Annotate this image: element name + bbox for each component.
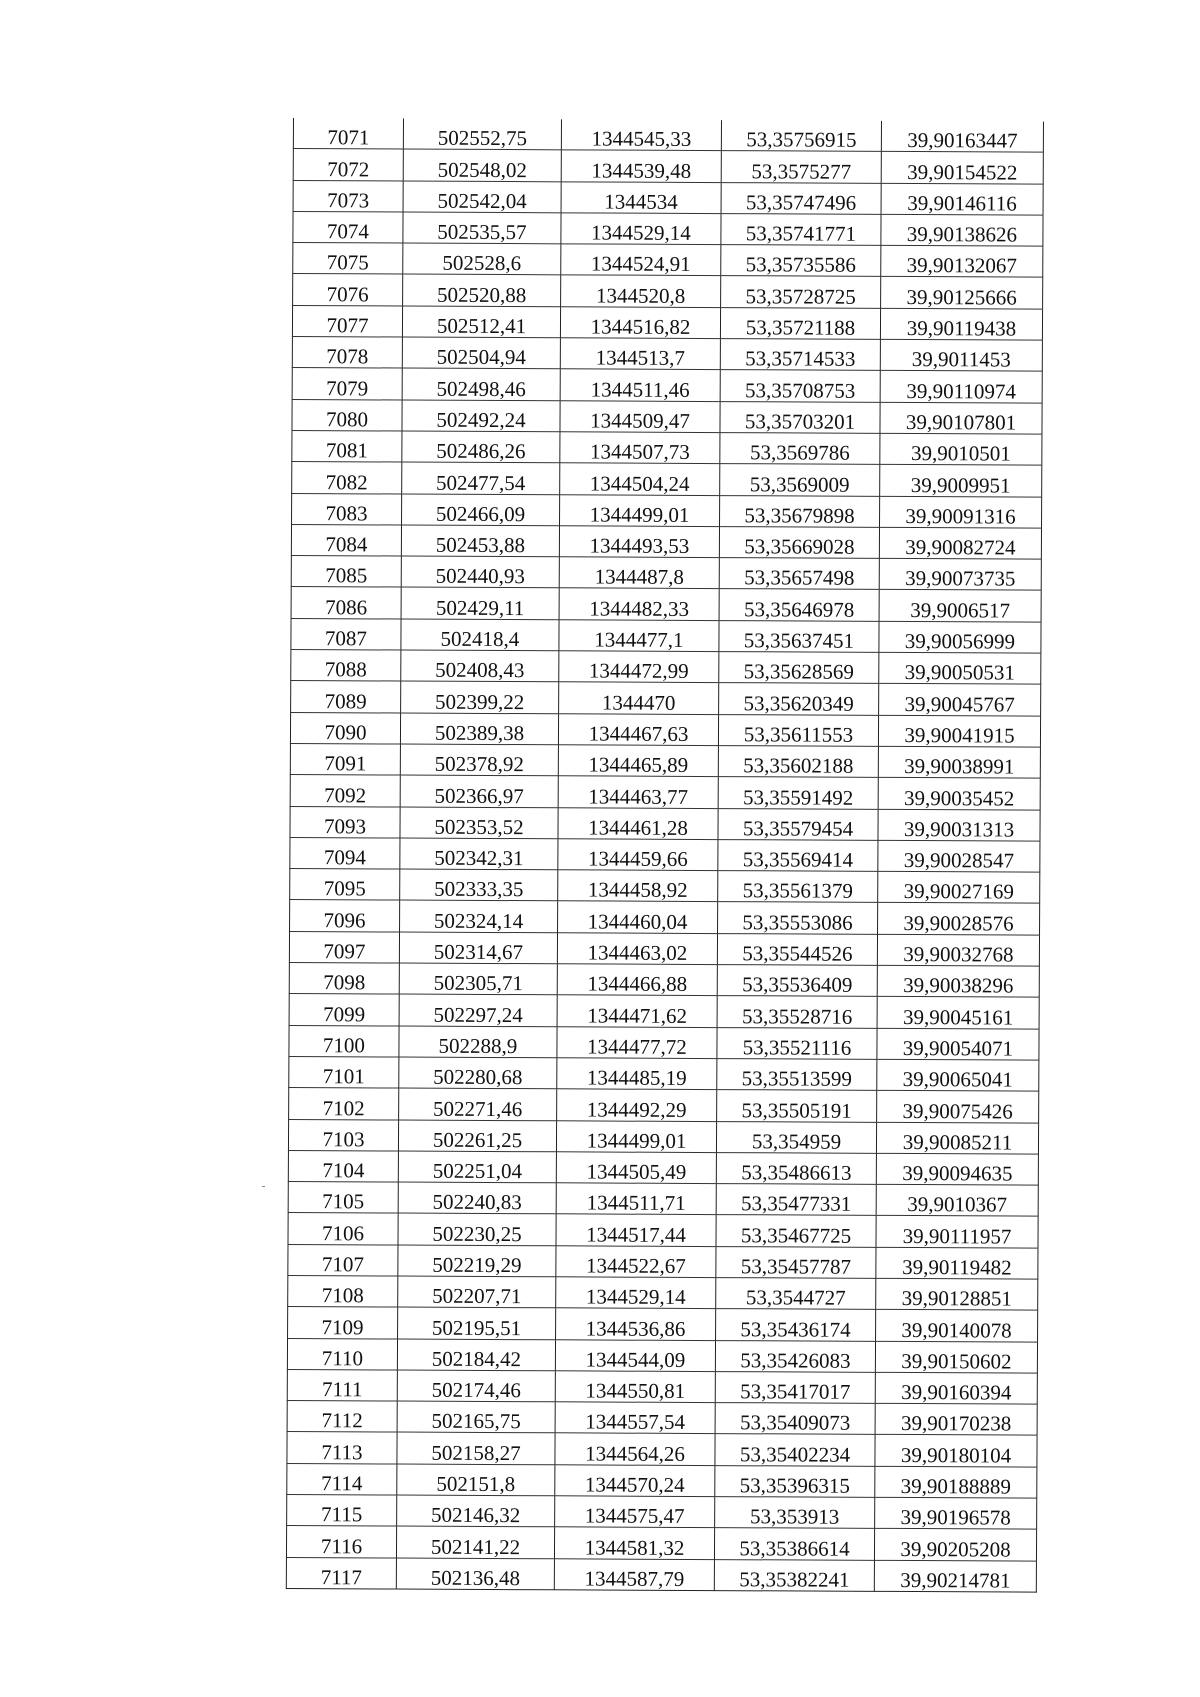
x-coordinate-cell: 502418,4 <box>401 619 559 651</box>
latitude-cell: 53,35477331 <box>716 1184 876 1216</box>
longitude-cell: 39,90094635 <box>876 1153 1038 1185</box>
y-coordinate-cell: 1344581,32 <box>554 1527 714 1559</box>
longitude-cell: 39,90050531 <box>879 652 1041 684</box>
y-coordinate-cell: 1344544,09 <box>555 1339 715 1371</box>
point-number-cell: 7105 <box>288 1182 398 1214</box>
point-number-cell: 7112 <box>287 1401 397 1433</box>
point-number-cell: 7098 <box>289 963 399 995</box>
latitude-cell: 53,35741771 <box>721 213 881 245</box>
y-coordinate-cell: 1344511,46 <box>560 369 720 401</box>
latitude-cell: 53,35628569 <box>719 652 879 684</box>
table-row <box>292 493 1042 528</box>
table-row <box>289 1088 1039 1123</box>
longitude-cell: 39,90154522 <box>881 152 1043 184</box>
latitude-cell: 53,35386614 <box>714 1528 874 1560</box>
point-number-cell: 7089 <box>291 681 401 713</box>
longitude-cell: 39,90196578 <box>875 1497 1037 1529</box>
point-number-cell: 7075 <box>293 243 403 275</box>
point-number-cell: 7083 <box>292 493 402 525</box>
y-coordinate-cell: 1344487,8 <box>559 557 719 589</box>
y-coordinate-cell: 1344465,89 <box>558 745 718 777</box>
y-coordinate-cell: 1344550,81 <box>555 1371 715 1403</box>
point-number-cell: 7076 <box>293 274 403 306</box>
x-coordinate-cell: 502333,35 <box>400 869 558 901</box>
y-coordinate-cell: 1344507,73 <box>560 432 720 464</box>
longitude-cell: 39,90032768 <box>877 934 1039 966</box>
longitude-cell: 39,90163447 <box>881 121 1043 153</box>
latitude-cell: 53,35553086 <box>718 902 878 934</box>
point-number-cell: 7078 <box>292 337 402 369</box>
table-row <box>290 712 1040 747</box>
point-number-cell: 7114 <box>287 1463 397 1495</box>
latitude-cell: 53,35591492 <box>718 777 878 809</box>
y-coordinate-cell: 1344539,48 <box>561 150 721 182</box>
latitude-cell: 53,35611553 <box>718 714 878 746</box>
table-row <box>287 1401 1037 1436</box>
y-coordinate-cell: 1344492,29 <box>557 1089 717 1121</box>
longitude-cell: 39,9009951 <box>880 465 1042 497</box>
y-coordinate-cell: 1344504,24 <box>560 463 720 495</box>
x-coordinate-cell: 502136,48 <box>396 1558 554 1590</box>
latitude-cell: 53,35657498 <box>719 558 879 590</box>
point-number-cell: 7116 <box>286 1526 396 1558</box>
table-row <box>291 556 1041 591</box>
latitude-cell: 53,35735586 <box>721 245 881 277</box>
longitude-cell: 39,90125666 <box>881 277 1043 309</box>
y-coordinate-cell: 1344499,01 <box>560 494 720 526</box>
x-coordinate-cell: 502174,46 <box>397 1370 555 1402</box>
x-coordinate-cell: 502141,22 <box>396 1526 554 1558</box>
table-row <box>292 399 1042 434</box>
latitude-cell: 53,35569414 <box>718 839 878 871</box>
latitude-cell: 53,35714533 <box>720 339 880 371</box>
latitude-cell: 53,353913 <box>715 1497 875 1529</box>
table-row <box>289 1056 1039 1091</box>
y-coordinate-cell: 1344471,62 <box>557 995 717 1027</box>
longitude-cell: 39,90082724 <box>879 527 1041 559</box>
y-coordinate-cell: 1344463,77 <box>558 776 718 808</box>
longitude-cell: 39,90138626 <box>881 214 1043 246</box>
latitude-cell: 53,3569009 <box>720 464 880 496</box>
y-coordinate-cell: 1344482,33 <box>559 588 719 620</box>
latitude-cell: 53,35513599 <box>717 1058 877 1090</box>
table-row <box>288 1213 1038 1248</box>
table-row <box>293 243 1043 278</box>
point-number-cell: 7082 <box>292 462 402 494</box>
table-row <box>290 837 1040 872</box>
table-row <box>290 900 1040 935</box>
point-number-cell: 7103 <box>288 1119 398 1151</box>
x-coordinate-cell: 502486,26 <box>402 431 560 463</box>
y-coordinate-cell: 1344470 <box>559 682 719 714</box>
longitude-cell: 39,90073735 <box>879 559 1041 591</box>
longitude-cell: 39,90028547 <box>878 840 1040 872</box>
x-coordinate-cell: 502498,46 <box>402 368 560 400</box>
longitude-cell: 39,90091316 <box>880 496 1042 528</box>
point-number-cell: 7099 <box>289 994 399 1026</box>
y-coordinate-cell: 1344570,24 <box>555 1465 715 1497</box>
x-coordinate-cell: 502408,43 <box>401 650 559 682</box>
y-coordinate-cell: 1344522,67 <box>556 1245 716 1277</box>
table-row <box>286 1557 1036 1592</box>
point-number-cell: 7117 <box>286 1557 396 1589</box>
table-row <box>287 1463 1037 1498</box>
x-coordinate-cell: 502440,93 <box>401 556 559 588</box>
latitude-cell: 53,35646978 <box>719 589 879 621</box>
latitude-cell: 53,3544727 <box>716 1278 876 1310</box>
table-row <box>288 1150 1038 1185</box>
latitude-cell: 53,3575277 <box>721 151 881 183</box>
y-coordinate-cell: 1344520,8 <box>561 275 721 307</box>
x-coordinate-cell: 502520,88 <box>403 275 561 307</box>
point-number-cell: 7088 <box>291 650 401 682</box>
table-row <box>291 618 1041 653</box>
y-coordinate-cell: 1344477,1 <box>559 620 719 652</box>
point-number-cell: 7100 <box>289 1025 399 1057</box>
latitude-cell: 53,35708753 <box>720 370 880 402</box>
point-number-cell: 7104 <box>288 1150 398 1182</box>
point-number-cell: 7113 <box>287 1432 397 1464</box>
y-coordinate-cell: 1344575,47 <box>555 1496 715 1528</box>
point-number-cell: 7084 <box>291 524 401 556</box>
coordinate-table-body <box>286 118 1043 1592</box>
latitude-cell: 53,35396315 <box>715 1465 875 1497</box>
longitude-cell: 39,90085211 <box>876 1122 1038 1154</box>
longitude-cell: 39,90028576 <box>878 903 1040 935</box>
table-row <box>288 1119 1038 1154</box>
table-row <box>291 524 1041 559</box>
latitude-cell: 53,35669028 <box>719 526 879 558</box>
y-coordinate-cell: 1344459,66 <box>558 839 718 871</box>
y-coordinate-cell: 1344499,01 <box>556 1120 716 1152</box>
table-row <box>290 869 1040 904</box>
latitude-cell: 53,35747496 <box>721 182 881 214</box>
point-number-cell: 7107 <box>288 1244 398 1276</box>
table-row <box>288 1307 1038 1342</box>
y-coordinate-cell: 1344493,53 <box>559 526 719 558</box>
y-coordinate-cell: 1344505,49 <box>556 1152 716 1184</box>
x-coordinate-cell: 502324,14 <box>400 900 558 932</box>
table-row <box>287 1338 1037 1373</box>
x-coordinate-cell: 502230,25 <box>398 1213 556 1245</box>
x-coordinate-cell: 502429,11 <box>401 587 559 619</box>
x-coordinate-cell: 502342,31 <box>400 838 558 870</box>
point-number-cell: 7094 <box>290 837 400 869</box>
y-coordinate-cell: 1344529,14 <box>561 213 721 245</box>
table-row <box>293 149 1043 184</box>
table-row <box>290 806 1040 841</box>
longitude-cell: 39,90110974 <box>880 371 1042 403</box>
longitude-cell: 39,90180104 <box>875 1435 1037 1467</box>
point-number-cell: 7093 <box>290 806 400 838</box>
latitude-cell: 53,35579454 <box>718 808 878 840</box>
latitude-cell: 53,35417017 <box>715 1371 875 1403</box>
y-coordinate-cell: 1344564,26 <box>555 1433 715 1465</box>
longitude-cell: 39,9006517 <box>879 590 1041 622</box>
y-coordinate-cell: 1344511,71 <box>556 1183 716 1215</box>
x-coordinate-cell: 502195,51 <box>398 1307 556 1339</box>
longitude-cell: 39,90160394 <box>875 1372 1037 1404</box>
y-coordinate-cell: 1344524,91 <box>561 244 721 276</box>
latitude-cell: 53,35505191 <box>717 1090 877 1122</box>
x-coordinate-cell: 502477,54 <box>402 462 560 494</box>
table-row <box>292 430 1042 465</box>
point-number-cell: 7095 <box>290 869 400 901</box>
x-coordinate-cell: 502297,24 <box>399 994 557 1026</box>
longitude-cell: 39,9011453 <box>880 339 1042 371</box>
latitude-cell: 53,3569786 <box>720 433 880 465</box>
table-row <box>288 1244 1038 1279</box>
x-coordinate-cell: 502542,04 <box>403 181 561 213</box>
longitude-cell: 39,90119438 <box>880 308 1042 340</box>
latitude-cell: 53,35544526 <box>717 933 877 965</box>
point-number-cell: 7073 <box>293 180 403 212</box>
coordinate-table <box>286 118 1044 1593</box>
x-coordinate-cell: 502535,57 <box>403 212 561 244</box>
longitude-cell: 39,90038991 <box>878 746 1040 778</box>
latitude-cell: 53,35486613 <box>716 1152 876 1184</box>
x-coordinate-cell: 502353,52 <box>400 807 558 839</box>
table-row <box>289 1025 1039 1060</box>
table-row <box>292 368 1042 403</box>
x-coordinate-cell: 502548,02 <box>403 149 561 181</box>
latitude-cell: 53,35457787 <box>716 1246 876 1278</box>
table-row <box>293 274 1043 309</box>
latitude-cell: 53,35528716 <box>717 996 877 1028</box>
x-coordinate-cell: 502466,09 <box>402 494 560 526</box>
longitude-cell: 39,90041915 <box>878 715 1040 747</box>
point-number-cell: 7097 <box>289 931 399 963</box>
table-row <box>289 931 1039 966</box>
latitude-cell: 53,35426083 <box>715 1340 875 1372</box>
table-row <box>286 1526 1036 1561</box>
x-coordinate-cell: 502378,92 <box>400 744 558 776</box>
latitude-cell: 53,35561379 <box>718 871 878 903</box>
longitude-cell: 39,90027169 <box>878 871 1040 903</box>
y-coordinate-cell: 1344557,54 <box>555 1402 715 1434</box>
longitude-cell: 39,90188889 <box>875 1466 1037 1498</box>
y-coordinate-cell: 1344545,33 <box>561 119 721 151</box>
point-number-cell: 7071 <box>293 118 403 149</box>
x-coordinate-cell: 502271,46 <box>399 1088 557 1120</box>
latitude-cell: 53,35436174 <box>716 1309 876 1341</box>
longitude-cell: 39,90146116 <box>881 183 1043 215</box>
y-coordinate-cell: 1344536,86 <box>556 1308 716 1340</box>
table-row <box>290 775 1040 810</box>
point-number-cell: 7096 <box>290 900 400 932</box>
x-coordinate-cell: 502453,88 <box>401 525 559 557</box>
y-coordinate-cell: 1344460,04 <box>558 901 718 933</box>
longitude-cell: 39,9010501 <box>880 433 1042 465</box>
x-coordinate-cell: 502492,24 <box>402 400 560 432</box>
latitude-cell: 53,35703201 <box>720 401 880 433</box>
x-coordinate-cell: 502288,9 <box>399 1026 557 1058</box>
y-coordinate-cell: 1344516,82 <box>560 307 720 339</box>
y-coordinate-cell: 1344458,92 <box>558 870 718 902</box>
latitude-cell: 53,354959 <box>716 1121 876 1153</box>
x-coordinate-cell: 502552,75 <box>403 119 561 151</box>
latitude-cell: 53,35679898 <box>720 495 880 527</box>
longitude-cell: 39,90111957 <box>876 1216 1038 1248</box>
point-number-cell: 7109 <box>288 1307 398 1339</box>
table-row <box>292 305 1042 340</box>
latitude-cell: 53,35521116 <box>717 1027 877 1059</box>
x-coordinate-cell: 502158,27 <box>397 1432 555 1464</box>
longitude-cell: 39,90214781 <box>874 1560 1036 1592</box>
point-number-cell: 7101 <box>289 1056 399 1088</box>
longitude-cell: 39,90140078 <box>876 1310 1038 1342</box>
longitude-cell: 39,90119482 <box>876 1247 1038 1279</box>
y-coordinate-cell: 1344534 <box>561 181 721 213</box>
y-coordinate-cell: 1344472,99 <box>559 651 719 683</box>
point-number-cell: 7081 <box>292 430 402 462</box>
x-coordinate-cell: 502528,6 <box>403 243 561 275</box>
latitude-cell: 53,35756915 <box>721 120 881 152</box>
y-coordinate-cell: 1344509,47 <box>560 400 720 432</box>
point-number-cell: 7110 <box>287 1338 397 1370</box>
point-number-cell: 7091 <box>290 743 400 775</box>
table-row <box>288 1275 1038 1310</box>
point-number-cell: 7115 <box>287 1495 397 1527</box>
point-number-cell: 7074 <box>293 211 403 243</box>
point-number-cell: 7085 <box>291 556 401 588</box>
y-coordinate-cell: 1344467,63 <box>558 713 718 745</box>
latitude-cell: 53,35382241 <box>714 1559 874 1591</box>
x-coordinate-cell: 502240,83 <box>398 1182 556 1214</box>
table-row <box>293 180 1043 215</box>
point-number-cell: 7077 <box>292 305 402 337</box>
x-coordinate-cell: 502165,75 <box>397 1401 555 1433</box>
latitude-cell: 53,35602188 <box>718 746 878 778</box>
point-number-cell: 7092 <box>290 775 400 807</box>
x-coordinate-cell: 502251,04 <box>398 1151 556 1183</box>
x-coordinate-cell: 502399,22 <box>401 681 559 713</box>
table-row <box>292 462 1042 497</box>
latitude-cell: 53,35467725 <box>716 1215 876 1247</box>
longitude-cell: 39,90054071 <box>877 1028 1039 1060</box>
table-row <box>288 1182 1038 1217</box>
point-number-cell: 7079 <box>292 368 402 400</box>
longitude-cell: 39,90045767 <box>879 684 1041 716</box>
y-coordinate-cell: 1344485,19 <box>557 1058 717 1090</box>
longitude-cell: 39,90075426 <box>877 1091 1039 1123</box>
longitude-cell: 39,90170238 <box>875 1404 1037 1436</box>
y-coordinate-cell: 1344463,02 <box>557 933 717 965</box>
y-coordinate-cell: 1344587,79 <box>554 1558 714 1590</box>
y-coordinate-cell: 1344517,44 <box>556 1214 716 1246</box>
table-row <box>291 650 1041 685</box>
latitude-cell: 53,35620349 <box>719 683 879 715</box>
point-number-cell: 7106 <box>288 1213 398 1245</box>
point-number-cell: 7108 <box>288 1275 398 1307</box>
longitude-cell: 39,90045161 <box>877 997 1039 1029</box>
table-row <box>292 337 1042 372</box>
table-row <box>291 681 1041 716</box>
table-row <box>287 1495 1037 1530</box>
latitude-cell: 53,35637451 <box>719 620 879 652</box>
table-row <box>293 118 1043 152</box>
longitude-cell: 39,90150602 <box>875 1341 1037 1373</box>
point-number-cell: 7111 <box>287 1369 397 1401</box>
y-coordinate-cell: 1344477,72 <box>557 1026 717 1058</box>
x-coordinate-cell: 502207,71 <box>398 1276 556 1308</box>
table-row <box>291 587 1041 622</box>
latitude-cell: 53,35721188 <box>720 307 880 339</box>
x-coordinate-cell: 502314,67 <box>399 932 557 964</box>
x-coordinate-cell: 502219,29 <box>398 1245 556 1277</box>
x-coordinate-cell: 502151,8 <box>397 1464 555 1496</box>
point-number-cell: 7087 <box>291 618 401 650</box>
point-number-cell: 7086 <box>291 587 401 619</box>
table-row <box>289 994 1039 1029</box>
latitude-cell: 53,35728725 <box>721 276 881 308</box>
scan-speck <box>262 1186 265 1187</box>
x-coordinate-cell: 502366,97 <box>400 775 558 807</box>
x-coordinate-cell: 502280,68 <box>399 1057 557 1089</box>
longitude-cell: 39,90205208 <box>874 1529 1036 1561</box>
x-coordinate-cell: 502184,42 <box>397 1339 555 1371</box>
y-coordinate-cell: 1344461,28 <box>558 807 718 839</box>
point-number-cell: 7102 <box>289 1088 399 1120</box>
longitude-cell: 39,90065041 <box>877 1059 1039 1091</box>
table-row <box>293 211 1043 246</box>
latitude-cell: 53,35409073 <box>715 1403 875 1435</box>
latitude-cell: 53,35536409 <box>717 965 877 997</box>
x-coordinate-cell: 502146,32 <box>397 1495 555 1527</box>
y-coordinate-cell: 1344466,88 <box>557 964 717 996</box>
table-row <box>287 1432 1037 1467</box>
x-coordinate-cell: 502305,71 <box>399 963 557 995</box>
x-coordinate-cell: 502504,94 <box>402 337 560 369</box>
latitude-cell: 53,35402234 <box>715 1434 875 1466</box>
point-number-cell: 7072 <box>293 149 403 181</box>
table-row <box>290 743 1040 778</box>
longitude-cell: 39,9010367 <box>876 1184 1038 1216</box>
x-coordinate-cell: 502261,25 <box>398 1120 556 1152</box>
longitude-cell: 39,90132067 <box>881 246 1043 278</box>
x-coordinate-cell: 502389,38 <box>400 713 558 745</box>
table-row <box>289 963 1039 998</box>
longitude-cell: 39,90035452 <box>878 778 1040 810</box>
longitude-cell: 39,90038296 <box>877 965 1039 997</box>
longitude-cell: 39,90031313 <box>878 809 1040 841</box>
longitude-cell: 39,90128851 <box>876 1278 1038 1310</box>
longitude-cell: 39,90056999 <box>879 621 1041 653</box>
point-number-cell: 7080 <box>292 399 402 431</box>
table-row <box>287 1369 1037 1404</box>
x-coordinate-cell: 502512,41 <box>402 306 560 338</box>
y-coordinate-cell: 1344529,14 <box>556 1277 716 1309</box>
y-coordinate-cell: 1344513,7 <box>560 338 720 370</box>
longitude-cell: 39,90107801 <box>880 402 1042 434</box>
point-number-cell: 7090 <box>290 712 400 744</box>
